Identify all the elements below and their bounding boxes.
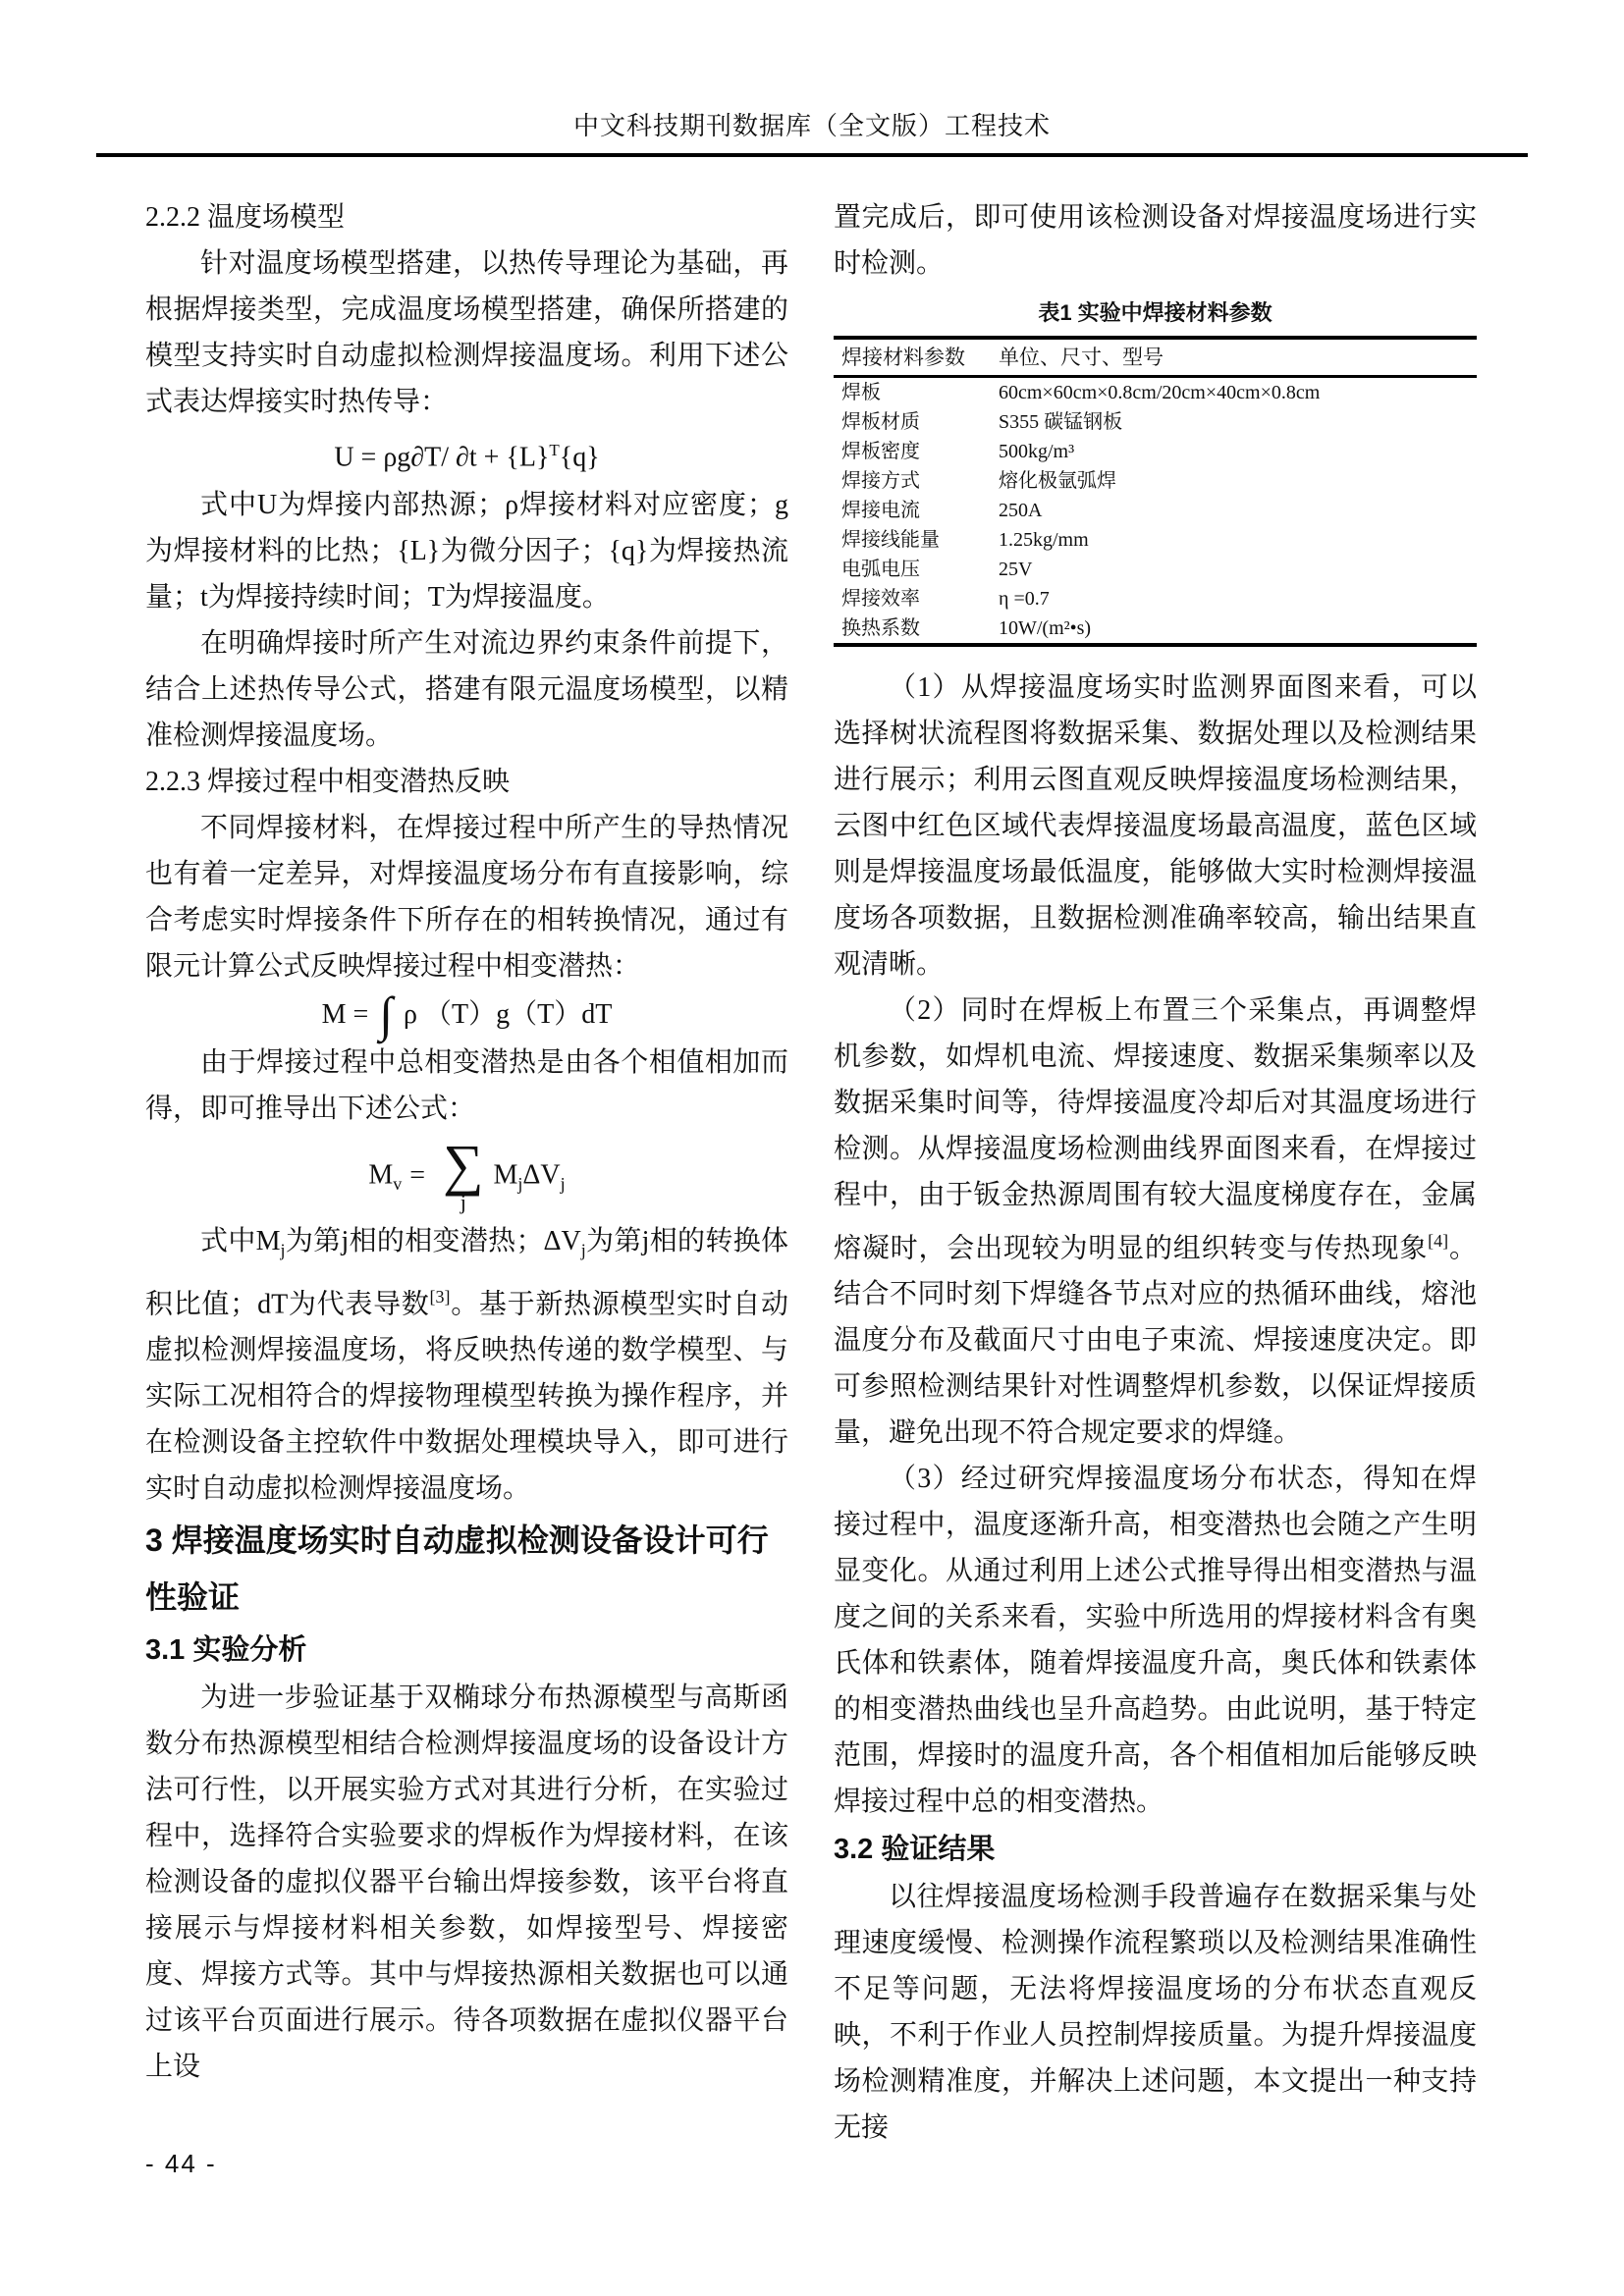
heading-3: 3 焊接温度场实时自动虚拟检测设备设计可行性验证 (145, 1522, 769, 1616)
table-cell: 焊接电流 (841, 500, 920, 521)
table-cell: 1.25kg/mm (999, 529, 1089, 551)
equals-sign: = (409, 1159, 426, 1191)
heading-3-1: 3.1 实验分析 (145, 1634, 307, 1667)
table-row (834, 377, 1477, 408)
table-cell: S355 碳锰钢板 (999, 411, 1123, 433)
table-1-welding-parameters (834, 336, 1477, 647)
formula-term1-sub: j (517, 1174, 523, 1195)
table-cell: 250A (999, 500, 1043, 521)
paragraph-left-4: 不同焊接材料，在焊接过程中所产生的导热情况也有着一定差异，对焊接温度场分布有直接影响，综合考虑实时焊接条件下所存在的相转换情况，通过有限元计算公式反映焊接过程中相变潜热： (145, 813, 788, 983)
formula-base: U = ρg∂T/ ∂t + {L} (334, 442, 550, 473)
table-cell: 焊接效率 (841, 588, 920, 610)
table-cell: 焊板材质 (841, 411, 920, 433)
table-cell: 25V (999, 559, 1033, 580)
table-row (834, 496, 1477, 525)
paragraph-right-1: （1）从焊接温度场实时监测界面图来看，可以选择树状流程图将数据采集、数据处理以及检测结果进行展示；利用云图直观反映焊接温度场检测结果，云图中红色区域代表焊接温度场最高温度，蓝色区域则是焊接温度场最低温度，能够做大实时检测焊接温度场各项数据，且数据检测准确率较高，输出结果直观清晰。 (834, 672, 1477, 980)
right-column (834, 194, 1477, 2151)
two-column-body (0, 157, 1624, 2151)
table-header-parameter: 焊接材料参数 (834, 338, 991, 377)
table-header-row (834, 338, 1477, 377)
page-number: - 44 - (145, 2149, 217, 2178)
table-1-header (834, 338, 1477, 377)
table-row (834, 555, 1477, 584)
paragraph-right-4: 以往焊接温度场检测手段普遍存在数据采集与处理速度缓慢、检测操作流程繁琐以及检测结果准确性不足等问题，无法将焊接温度场的分布状态直观反映，不利于作业人员控制焊接质量。为提升焊接温度场检测精准度，并解决上述问题，本文提出一种支持无接 (834, 1882, 1477, 2144)
formula-superscript: T (549, 441, 560, 459)
paragraph-left-6: 式中$M_j$为第j相的相变潜热；$\Delta V_j$为第j相的转换体积比值；dT为代表导数[3]。基于新热源模型实时自动虚拟检测焊接温度场，将反映热传递的数学模型、与实际工况相符合的焊接物理模型转换为操作程序，并在检测设备主控软件中数据处理模块导入，即可进行实时自动虚拟检测焊接温度场。 (145, 1226, 788, 1505)
journal-title: 中文科技期刊数据库（全文版）工程技术 (572, 112, 1051, 140)
table-cell: 焊板 (841, 382, 881, 403)
formula-term1: M (493, 1159, 518, 1191)
sigma-stack (443, 1133, 484, 1215)
table-cell: 焊接线能量 (841, 529, 940, 551)
left-column (145, 194, 788, 2090)
table-cell: 熔化极氩弧焊 (999, 470, 1116, 492)
formula-m: M (368, 1159, 394, 1191)
formula-term2-sub: j (560, 1174, 566, 1195)
table-row (834, 525, 1477, 555)
table-cell: 10W/(m²•s) (999, 617, 1092, 639)
formula-sum (145, 1133, 788, 1215)
paragraph-left-3: 在明确焊接时所产生对流边界约束条件前提下，结合上述热传导公式，搭建有限元温度场模型，以精准检测焊接温度场。 (145, 628, 788, 752)
formula-term2: ΔV (522, 1159, 561, 1191)
formula-body: ρ （T）g（T）dT (397, 999, 613, 1031)
table-row (834, 614, 1477, 645)
table-1-title: 表1 实验中焊接材料参数 (1038, 300, 1272, 325)
table-header-value: 单位、尺寸、型号 (991, 338, 1477, 377)
paragraph-left-5: 由于焊接过程中总相变潜热是由各个相值相加而得，即可推导出下述公式： (145, 1047, 788, 1125)
page-footer (145, 2146, 217, 2181)
table-1-body (834, 377, 1477, 646)
paragraph-right-0: 置完成后，即可使用该检测设备对焊接温度场进行实时检测。 (834, 202, 1477, 279)
heading-3-2: 3.2 验证结果 (834, 1834, 996, 1866)
paragraph-right-2: （2）同时在焊板上布置三个采集点，再调整焊机参数，如焊机电流、焊接速度、数据采集频率以及数据采集时间等，待焊接温度冷却后对其温度场进行检测。从焊接温度场检测曲线界面图来看，在焊接过程中，由于钣金热源周围有较大温度梯度存在，金属熔凝时，会出现较为明显的组织转变与传热现象[4]。结合不同时刻下焊缝各节点对应的热循环曲线，熔池温度分布及截面尺寸由电子束流、焊接速度决定。即可参照检测结果针对性调整焊机参数，以保证焊接质量，避免出现不符合规定要求的焊缝。 (834, 995, 1477, 1449)
table-cell: 500kg/m³ (999, 441, 1075, 462)
table-cell: η =0.7 (999, 588, 1050, 610)
table-row (834, 407, 1477, 437)
paragraph-right-3: （3）经过研究焊接温度场分布状态，得知在焊接过程中，温度逐渐升高，相变潜热也会随之产生明显变化。从通过利用上述公式推导得出相变潜热与温度之间的关系来看，实验中所选用的焊接材料含有奥氏体和铁素体，随着焊接温度升高，奥氏体和铁素体的相变潜热曲线也呈升高趋势。由此说明，基于特定范围，焊接时的温度升高，各个相值相加后能够反映焊接过程中总的相变潜热。 (834, 1464, 1477, 1818)
formula-lhs: M = (321, 999, 376, 1031)
formula-m-sub: v (393, 1174, 403, 1195)
heading-2-2-3: 2.2.3 焊接过程中相变潜热反映 (145, 767, 511, 798)
heading-2-2-2: 2.2.2 温度场模型 (145, 202, 346, 233)
table-cell: 焊板密度 (841, 441, 920, 462)
sigma-icon: ∑ (443, 1133, 484, 1198)
formula-heat-conduction (145, 427, 788, 480)
table-cell: 电弧电压 (841, 559, 920, 580)
table-row (834, 466, 1477, 496)
sigma-index: j (460, 1190, 466, 1215)
paragraph-left-2: 式中U为焊接内部热源；ρ焊接材料对应密度；g为焊接材料的比热；{L}为微分因子；{q}为焊接热流量；t为焊接持续时间；T为焊接温度。 (145, 490, 788, 614)
formula-tail: {q} (559, 442, 600, 473)
formula-latent-heat (145, 987, 788, 1042)
paragraph-left-7: 为进一步验证基于双椭球分布热源模型与高斯函数分布热源模型相结合检测焊接温度场的设备设计方法可行性，以开展实验方式对其进行分析，在实验过程中，选择符合实验要求的焊板作为焊接材料，在该检测设备的虚拟仪器平台输出焊接参数，该平台将直接展示与焊接材料相关参数，如焊接型号、焊接密度、焊接方式等。其中与焊接热源相关数据也可以通过该平台页面进行展示。待各项数据在虚拟仪器平台上设 (145, 1682, 788, 2083)
page-header (0, 0, 1624, 157)
table-cell: 60cm×60cm×0.8cm/20cm×40cm×0.8cm (999, 382, 1321, 403)
integral-sign: ∫ (379, 987, 394, 1042)
table-row (834, 437, 1477, 466)
table-row (834, 584, 1477, 614)
paragraph-left-1: 针对温度场模型搭建，以热传导理论为基础，再根据焊接类型，完成温度场模型搭建，确保所搭建的模型支持实时自动虚拟检测焊接温度场。利用下述公式表达焊接实时热传导： (145, 248, 788, 417)
table-cell: 换热系数 (841, 617, 920, 639)
table-cell: 焊接方式 (841, 470, 920, 492)
